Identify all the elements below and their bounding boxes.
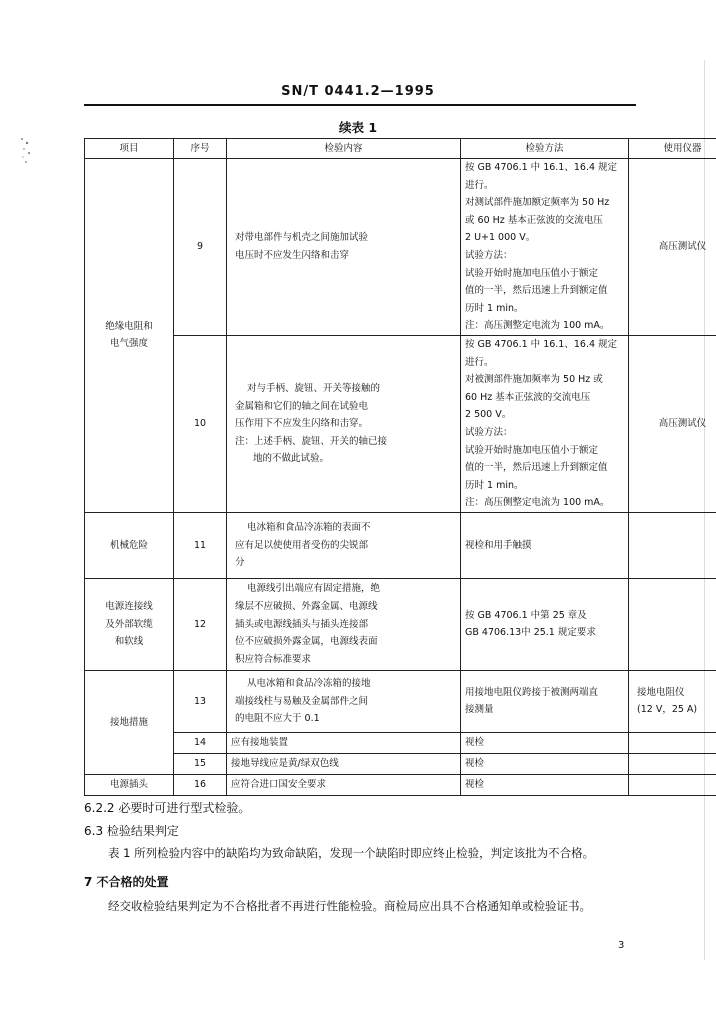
method-cell [461,670,629,732]
content-cell: 应符合进口国安全要求 [227,774,461,795]
method-line: GB 4706.13中 25.1 规定要求 [465,627,596,639]
instrument-cell: 高压测试仪 [629,335,716,512]
seq-cell: 10 [174,335,227,512]
method-cell [461,512,629,578]
content-line: 对与手柄、旋钮、开关等接触的 [247,382,381,394]
method-line: 试验开始时施加电压值小于额定 [465,444,599,456]
project-line: 电气强度 [109,338,148,350]
instrument-cell-empty [629,512,716,578]
section-7-text: 经交收检验结果判定为不合格批者不再进行性能检验。商检局应出具不合格通知单或检验证书。 [108,899,591,913]
content-cell [227,159,461,336]
content-line: 从电冰箱和食品冷冻箱的接地 [247,677,371,689]
content-line: 端接线柱与易触及金属部件之间 [235,695,369,707]
content-line: 积应符合标准要求 [235,653,312,665]
content-line: 对带电部件与机壳之间施加试验 [235,232,369,244]
method-line: 注：高压侧整定电流为 100 mA。 [465,497,610,509]
method-line: 或 60 Hz 基本正弦波的交流电压 [465,214,603,226]
scan-speck [18,135,34,167]
table-row-15 [85,753,716,774]
section-7-heading: 7 不合格的处置 [84,875,169,889]
content-line: 金属箱和它们的轴之间在试验电 [235,400,369,412]
project-insulation [85,159,174,513]
project-grounding: 接地措施 [85,670,174,774]
method-line: 2 U+1 000 V。 [465,232,536,244]
table-row-10 [85,335,716,512]
instrument-line: (12 V，25 A) [637,704,698,716]
method-line: 对被测部件施加频率为 50 Hz 或 [465,374,603,386]
method-line: 按 GB 4706.1 中第 25 章及 [465,609,587,621]
table-row-14 [85,732,716,753]
method-line: 用接地电阻仪跨接于被测两端直 [465,686,599,698]
instrument-cell: 高压测试仪 [629,159,716,336]
project-line: 和软线 [114,636,144,648]
method-cell [461,578,629,670]
content-cell: 应有接地装置 [227,732,461,753]
content-line: 应有足以使使用者受伤的尖锐部 [235,539,369,551]
page-number: 3 [618,940,625,951]
content-line: 注：上述手柄、旋钮、开关的轴已接 [235,435,388,447]
table-row-13 [85,670,716,732]
table-title: 续表 1 [338,120,378,135]
project-mechanical: 机械危险 [85,512,174,578]
instrument-cell-empty [629,732,716,753]
section-6-2-2: 6.2.2 必要时可进行型式检验。 [84,801,251,815]
method-cell [461,159,629,336]
project-line: 绝缘电阻和 [105,320,153,332]
table-header-row [85,139,716,159]
method-line: 试验方法： [465,426,513,438]
instrument-line: 接地电阻仪 [637,686,685,698]
content-cell [227,670,461,732]
method-line: 接测量 [465,704,494,716]
method-cell: 视检 [461,774,629,795]
seq-cell: 11 [174,512,227,578]
method-line: 试验方法： [465,249,513,261]
method-line: 注：高压测整定电流为 100 mA。 [465,320,610,332]
method-line: 2 500 V。 [465,409,512,421]
content-cell [227,512,461,578]
instrument-cell-empty [629,578,716,670]
content-cell [227,335,461,512]
method-line: 历时 1 min。 [465,479,524,491]
method-line: 按 GB 4706.1 中 16.1、16.4 规定 [465,338,618,350]
method-cell [461,335,629,512]
content-line: 电冰箱和食品冷冻箱的表面不 [247,521,371,533]
col-header-seq: 序号 [174,139,227,159]
inspection-table [84,138,716,796]
content-line: 电压时不应发生闪络和击穿 [235,249,350,261]
method-line: 历时 1 min。 [465,302,524,314]
content-line: 位不应破损外露金属，电源线表面 [235,636,378,648]
header-rule [84,104,636,106]
content-line: 插头或电源线插头与插头连接部 [235,618,369,630]
method-line: 按 GB 4706.1 中 16.1、16.4 规定 [465,162,618,173]
col-header-method: 检验方法 [461,139,629,159]
method-line: 进行。 [465,179,494,191]
col-header-project: 项目 [85,139,174,159]
content-line: 的电阻不应大于 0.1 [235,713,320,725]
seq-cell: 16 [174,774,227,795]
project-line: 及外部软缆 [105,618,153,630]
content-cell [227,578,461,670]
content-line: 压作用下不应发生闪络和击穿。 [235,418,369,430]
content-line: 地的不做此试验。 [253,453,330,465]
col-header-content: 检验内容 [227,139,461,159]
content-cell: 接地导线应是黄/绿双色线 [227,753,461,774]
content-line: 电源线引出端应有固定措施，绝 [247,583,381,595]
method-line: 视检和用手触摸 [465,539,532,551]
table-row-11 [85,512,716,578]
method-cell: 视检 [461,753,629,774]
seq-cell: 12 [174,578,227,670]
table-row-16 [85,774,716,795]
method-line: 试验开始时施加电压值小于额定 [465,267,599,279]
method-line: 进行。 [465,356,494,368]
col-header-instrument: 使用仪器 [629,139,716,159]
seq-cell: 15 [174,753,227,774]
project-power-cord [85,578,174,670]
table-row-12 [85,578,716,670]
method-line: 值的一半，然后迅速上升到额定值 [465,462,608,474]
method-cell: 视检 [461,732,629,753]
instrument-cell [629,670,716,732]
seq-cell: 9 [174,159,227,336]
instrument-cell-empty [629,774,716,795]
section-6-3-heading: 6.3 检验结果判定 [84,824,179,838]
seq-cell: 14 [174,732,227,753]
table-row-9 [85,159,716,336]
seq-cell: 13 [174,670,227,732]
project-plug: 电源插头 [85,774,174,795]
method-line: 值的一半，然后迅速上升到额定值 [465,285,608,297]
method-line: 60 Hz 基本正弦波的交流电压 [465,391,591,403]
instrument-cell-empty [629,753,716,774]
content-line: 缘层不应破损、外露金属、电源线 [235,600,378,612]
standard-code: SN/T 0441.2—1995 [281,84,435,99]
section-6-3-text: 表 1 所列检验内容中的缺陷均为致命缺陷，发现一个缺陷时即应终止检验，判定该批为不合格。 [108,846,595,860]
project-line: 电源连接线 [105,600,153,612]
content-line: 分 [235,557,245,569]
method-line: 对测试部件施加额定频率为 50 Hz [465,197,610,209]
